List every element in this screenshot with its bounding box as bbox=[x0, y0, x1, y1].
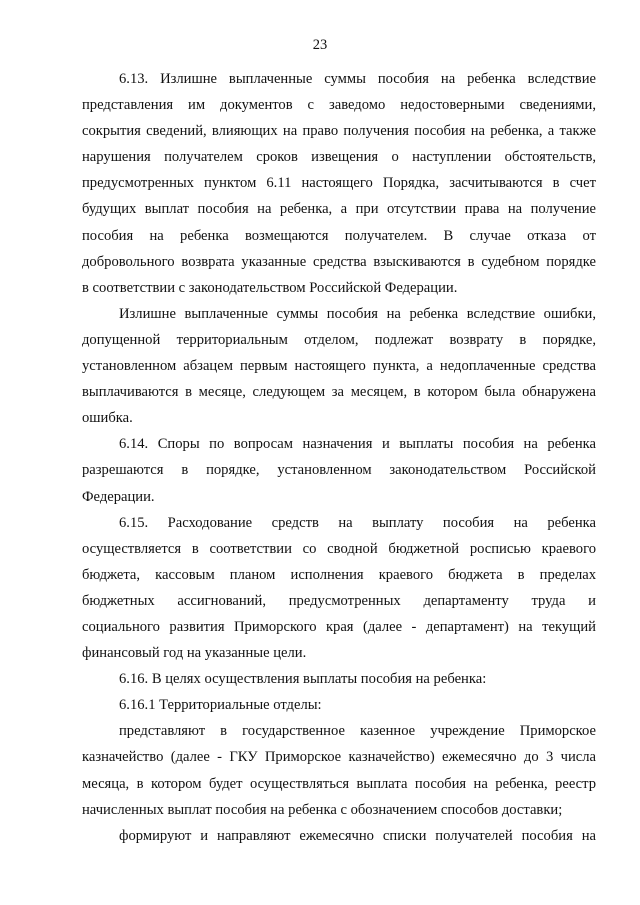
text-line: казначейство (далее - ГКУ Приморское казначейство) ежемесячно до 3 числа bbox=[82, 749, 596, 766]
text-line: выплачиваются в месяце, следующем за месяцем, в котором была обнаружена bbox=[82, 384, 596, 401]
text-line: ошибка. bbox=[82, 410, 133, 427]
paragraph-6-13-errors bbox=[82, 301, 596, 431]
text-line: сокрытия сведений, влияющих на право получения пособия на ребенка, а также bbox=[82, 123, 596, 140]
paragraph-6-14 bbox=[82, 431, 596, 509]
text-line: 6.13. Излишне выплаченные суммы пособия на ребенка вследствие bbox=[119, 71, 596, 87]
text-line: в соответствии с законодательством Российской Федерации. bbox=[82, 279, 458, 296]
text-line: осуществляется в соответствии со сводной бюджетной росписью краевого bbox=[82, 540, 596, 557]
text-line: месяца, в котором будет осуществляться выплата пособия на ребенка, реестр bbox=[82, 775, 596, 792]
text-line: бюджетных ассигнований, предусмотренных департаменту труда и bbox=[82, 592, 596, 609]
document-body bbox=[82, 66, 596, 849]
text-line: добровольного возврата указанные средства взыскиваются в судебном порядке bbox=[82, 253, 596, 270]
paragraph-6-13 bbox=[82, 66, 596, 301]
text-line: Излишне выплаченные суммы пособия на ребенка вследствие ошибки, bbox=[119, 305, 596, 322]
text-line: пособия на ребенка возмещаются получателем. В случае отказа от bbox=[82, 227, 596, 244]
text-line: представляют в государственное казенное учреждение Приморское bbox=[119, 723, 596, 740]
text-line: 6.14. Споры по вопросам назначения и выплаты пособия на ребенка bbox=[119, 436, 596, 453]
text-line: 6.16. В целях осуществления выплаты пособия на ребенка: bbox=[119, 671, 487, 688]
text-line: Федерации. bbox=[82, 488, 155, 505]
text-line: нарушения получателем сроков извещения о наступлении обстоятельств, bbox=[82, 149, 596, 166]
text-line: 6.16.1 Территориальные отделы: bbox=[119, 697, 322, 714]
paragraph-6-16 bbox=[82, 666, 596, 692]
paragraph-6-16-1 bbox=[82, 692, 596, 718]
text-line: установленном абзацем первым настоящего пункта, а недоплаченные средства bbox=[82, 358, 596, 375]
page-number: 23 bbox=[312, 37, 328, 53]
text-line: представления им документов с заведомо недостоверными сведениями, bbox=[82, 97, 596, 114]
paragraph-6-16-1-form bbox=[82, 823, 596, 849]
paragraph-6-16-1-submit bbox=[82, 718, 596, 822]
text-line: 6.15. Расходование средств на выплату пособия на ребенка bbox=[119, 514, 596, 531]
text-line: будущих выплат пособия на ребенка, а при отсутствии права на получение bbox=[82, 201, 596, 218]
text-line: предусмотренных пунктом 6.11 настоящего Порядка, засчитываются в счет bbox=[82, 175, 596, 192]
text-line: финансовый год на указанные цели. bbox=[82, 645, 307, 662]
text-line: допущенной территориальным отделом, подлежат возврату в порядке, bbox=[82, 331, 596, 348]
text-line: начисленных выплат пособия на ребенка с обозначением способов доставки; bbox=[82, 801, 563, 818]
text-line: социального развития Приморского края (далее - департамент) на текущий bbox=[82, 618, 596, 635]
paragraph-6-15 bbox=[82, 510, 596, 667]
text-line: формируют и направляют ежемесячно списки получателей пособия на bbox=[119, 827, 596, 844]
text-line: бюджета, кассовым планом исполнения краевого бюджета в пределах bbox=[82, 566, 596, 583]
text-line: разрешаются в порядке, установленном законодательством Российской bbox=[82, 462, 596, 479]
